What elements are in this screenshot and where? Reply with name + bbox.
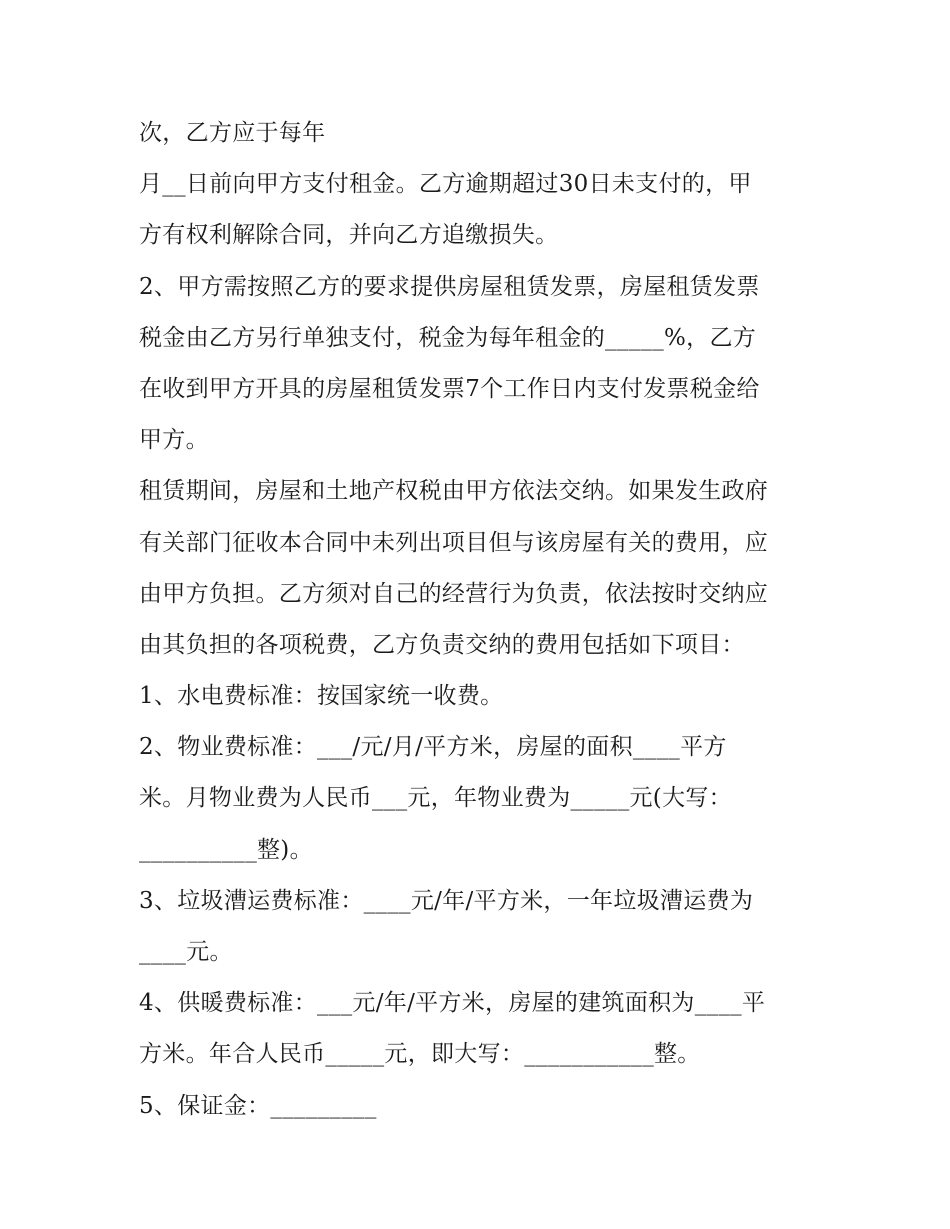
text-line-15: __________整)。 bbox=[139, 836, 313, 863]
text-line-4: 2、甲方需按照乙方的要求提供房屋租赁发票，房屋租赁发票 bbox=[139, 273, 760, 300]
text-line-1: 次，乙方应于每年 bbox=[139, 120, 326, 146]
text-line-16: 3、垃圾漕运费标准：____元/年/平方米，一年垃圾漕运费为 bbox=[139, 887, 754, 914]
text-line-18: 4、供暖费标准：___元/年/平方米，房屋的建筑面积为____平 bbox=[139, 990, 766, 1017]
text-line-19: 方米。年合人民币_____元，即大写：___________整。 bbox=[139, 1041, 701, 1068]
text-line-2: 月__日前向甲方支付租金。乙方逾期超过30日未支付的，甲 bbox=[139, 171, 752, 198]
text-line-7: 甲方。 bbox=[139, 427, 209, 454]
text-line-11: 由其负担的各项税费，乙方负责交纳的费用包括如下项目： bbox=[139, 631, 745, 658]
text-line-9: 有关部门征收本合同中未列出项目但与该房屋有关的费用，应 bbox=[139, 529, 769, 556]
text-line-20: 5、保证金：_________ bbox=[139, 1092, 377, 1119]
text-line-17: ____元。 bbox=[139, 939, 233, 965]
text-line-3: 方有权利解除合同，并向乙方追缴损失。 bbox=[139, 222, 559, 249]
document-body bbox=[139, 108, 819, 1132]
text-line-14: 米。月物业费为人民币___元，年物业费为_____元(大写： bbox=[139, 785, 732, 812]
text-line-12: 1、水电费标准：按国家统一收费。 bbox=[139, 683, 504, 710]
text-line-13: 2、物业费标准：___/元/月/平方米，房屋的面积____平方 bbox=[139, 734, 727, 761]
text-line-10: 由甲方负担。乙方须对自己的经营行为负责，依法按时交纳应 bbox=[139, 580, 769, 607]
text-line-5: 税金由乙方另行单独支付，税金为每年租金的_____%，乙方 bbox=[139, 324, 757, 351]
text-line-6: 在收到甲方开具的房屋租赁发票7个工作日内支付发票税金给 bbox=[139, 375, 760, 402]
text-line-8: 租赁期间，房屋和土地产权税由甲方依法交纳。如果发生政府 bbox=[139, 478, 769, 505]
